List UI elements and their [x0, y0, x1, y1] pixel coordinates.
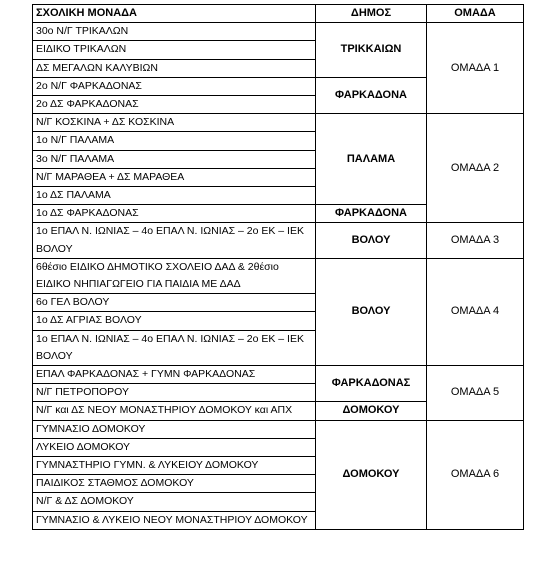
school-cell: Ν/Γ ΚΟΣΚΙΝΑ + ΔΣ ΚΟΣΚΙΝΑ	[33, 114, 316, 132]
dimos-cell: ΒΟΛΟΥ	[316, 223, 427, 258]
school-cell: 2ο Ν/Γ ΦΑΡΚΑΔΟΝΑΣ	[33, 77, 316, 95]
school-cell: 30ο Ν/Γ ΤΡΙΚΑΛΩΝ	[33, 23, 316, 41]
school-cell: ΓΥΜΝΑΣΙΟ & ΛΥΚΕΙΟ ΝΕΟΥ ΜΟΝΑΣΤΗΡΙΟΥ ΔΟΜΟΚΟΥ	[33, 511, 316, 529]
school-cell: ΓΥΜΝΑΣΙΟ ΔΟΜΟΚΟΥ	[33, 420, 316, 438]
school-cell: ΕΠΑΛ ΦΑΡΚΑΔΟΝΑΣ + ΓΥΜΝ ΦΑΡΚΑΔΟΝΑΣ	[33, 366, 316, 384]
dimos-cell: ΦΑΡΚΑΔΟΝΑΣ	[316, 366, 427, 402]
school-cell: ΛΥΚΕΙΟ ΔΟΜΟΚΟΥ	[33, 438, 316, 456]
school-cell: 1ο Ν/Γ ΠΑΛΑΜΑ	[33, 132, 316, 150]
school-cell: Ν/Γ και ΔΣ ΝΕΟΥ ΜΟΝΑΣΤΗΡΙΟΥ ΔΟΜΟΚΟΥ και ΑΠΧ	[33, 402, 316, 420]
school-cell: 1ο ΕΠΑΛ Ν. ΙΩΝΙΑΣ – 4ο ΕΠΑΛ Ν. ΙΩΝΙΑΣ – 2ο ΕΚ – ΙΕΚ ΒΟΛΟΥ	[33, 223, 316, 258]
dimos-cell: ΔΟΜΟΚΟΥ	[316, 402, 427, 420]
school-cell: ΔΣ ΜΕΓΑΛΩΝ ΚΑΛΥΒΙΩΝ	[33, 59, 316, 77]
school-cell: 1ο ΔΣ ΦΑΡΚΑΔΟΝΑΣ	[33, 205, 316, 223]
school-cell: Ν/Γ & ΔΣ ΔΟΜΟΚΟΥ	[33, 493, 316, 511]
table-row	[33, 420, 524, 438]
school-groups-table	[32, 4, 524, 530]
school-cell: Ν/Γ ΜΑΡΑΘΕΑ + ΔΣ ΜΑΡΑΘΕΑ	[33, 168, 316, 186]
school-cell: 1ο ΕΠΑΛ Ν. ΙΩΝΙΑΣ – 4ο ΕΠΑΛ Ν. ΙΩΝΙΑΣ – 2ο ΕΚ – ΙΕΚ ΒΟΛΟΥ	[33, 330, 316, 365]
omada-cell: ΟΜΑΔΑ 1	[427, 23, 524, 114]
header-school: ΣΧΟΛΙΚΗ ΜΟΝΑΔΑ	[33, 5, 316, 23]
dimos-cell: ΦΑΡΚΑΔΟΝΑ	[316, 77, 427, 113]
table-row	[33, 114, 524, 132]
dimos-cell: ΔΟΜΟΚΟΥ	[316, 420, 427, 529]
omada-cell: ΟΜΑΔΑ 3	[427, 223, 524, 258]
school-cell: 6ο ΓΕΛ ΒΟΛΟΥ	[33, 294, 316, 312]
school-cell: 6θέσιο ΕΙΔΙΚΟ ΔΗΜΟΤΙΚΟ ΣΧΟΛΕΙΟ ΔΑΔ & 2θέσιο ΕΙΔΙΚΟ ΝΗΠΙΑΓΩΓΕΙΟ ΓΙΑ ΠΑΙΔΙΑ ΜΕ ΔΑΔ	[33, 258, 316, 293]
school-cell: Ν/Γ ΠΕΤΡΟΠΟΡΟΥ	[33, 384, 316, 402]
school-cell: 1ο ΔΣ ΠΑΛΑΜΑ	[33, 187, 316, 205]
dimos-cell: ΦΑΡΚΑΔΟΝΑ	[316, 205, 427, 223]
omada-cell: ΟΜΑΔΑ 4	[427, 258, 524, 365]
table-row	[33, 258, 524, 293]
omada-cell: ΟΜΑΔΑ 5	[427, 366, 524, 421]
dimos-cell: ΤΡΙΚΚΑΙΩΝ	[316, 23, 427, 78]
header-dimos: ΔΗΜΟΣ	[316, 5, 427, 23]
header-omada: ΟΜΑΔΑ	[427, 5, 524, 23]
omada-cell: ΟΜΑΔΑ 2	[427, 114, 524, 223]
school-cell: ΕΙΔΙΚΟ ΤΡΙΚΑΛΩΝ	[33, 41, 316, 59]
table-row	[33, 23, 524, 41]
school-cell: ΠΑΙΔΙΚΟΣ ΣΤΑΘΜΟΣ ΔΟΜΟΚΟΥ	[33, 475, 316, 493]
dimos-cell: ΠΑΛΑΜΑ	[316, 114, 427, 205]
school-cell: ΓΥΜΝΑΣΤΗΡΙΟ ΓΥΜΝ. & ΛΥΚΕΙΟΥ ΔΟΜΟΚΟΥ	[33, 457, 316, 475]
omada-cell: ΟΜΑΔΑ 6	[427, 420, 524, 529]
school-cell: 2ο ΔΣ ΦΑΡΚΑΔΟΝΑΣ	[33, 96, 316, 114]
table-row	[33, 366, 524, 384]
dimos-cell: ΒΟΛΟΥ	[316, 258, 427, 365]
school-cell: 3ο Ν/Γ ΠΑΛΑΜΑ	[33, 150, 316, 168]
header-row	[33, 5, 524, 23]
table-row	[33, 223, 524, 258]
school-cell: 1ο ΔΣ ΑΓΡΙΑΣ ΒΟΛΟΥ	[33, 312, 316, 330]
